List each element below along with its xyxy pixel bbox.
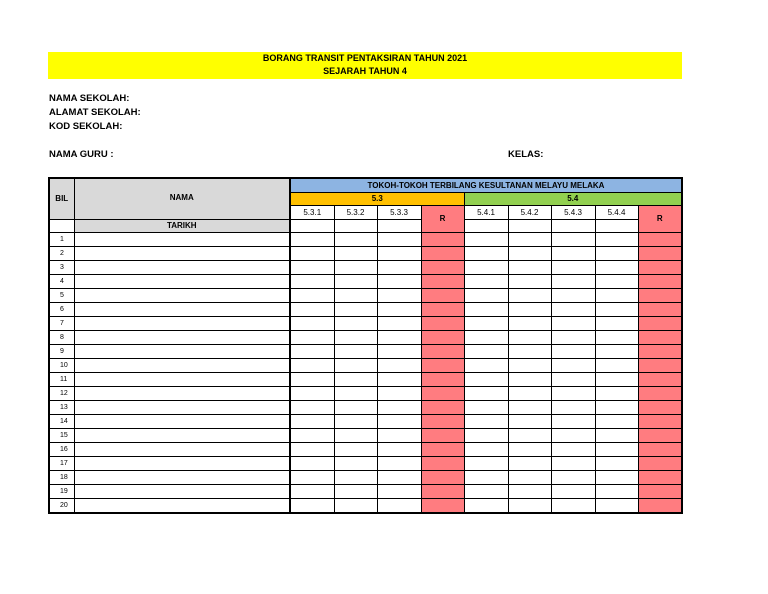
- table-row: [49, 386, 682, 400]
- row-number: 18: [49, 470, 74, 484]
- table-row: [49, 288, 682, 302]
- score-5-4-2-cell[interactable]: [508, 414, 551, 428]
- r-5-3-cell[interactable]: [421, 330, 464, 344]
- r-5-3-cell[interactable]: [421, 344, 464, 358]
- title-band: [48, 52, 682, 79]
- score-5-4-2-cell[interactable]: [508, 442, 551, 456]
- student-name-cell[interactable]: [74, 484, 290, 498]
- score-5-4-4-cell[interactable]: [595, 442, 638, 456]
- score-5-4-4-cell[interactable]: [595, 330, 638, 344]
- score-5-4-3-cell[interactable]: [551, 288, 595, 302]
- col-5-4-3: 5.4.3: [551, 205, 595, 219]
- score-5-4-3-cell[interactable]: [551, 386, 595, 400]
- score-5-4-1-cell[interactable]: [464, 400, 508, 414]
- student-name-cell[interactable]: [74, 456, 290, 470]
- score-5-3-2-cell[interactable]: [334, 358, 377, 372]
- score-5-4-4-cell[interactable]: [595, 498, 638, 513]
- col-5-4-4: 5.4.4: [595, 205, 638, 219]
- score-5-3-1-cell[interactable]: [290, 358, 334, 372]
- score-5-4-2-cell[interactable]: [508, 400, 551, 414]
- score-5-4-4-cell[interactable]: [595, 260, 638, 274]
- score-5-4-4-cell[interactable]: [595, 358, 638, 372]
- score-5-4-2-cell[interactable]: [508, 484, 551, 498]
- score-5-3-2-cell[interactable]: [334, 470, 377, 484]
- score-5-4-2-cell[interactable]: [508, 246, 551, 260]
- score-5-3-2-cell[interactable]: [334, 442, 377, 456]
- row-number: 8: [49, 330, 74, 344]
- col-r-5-4: R: [638, 205, 682, 232]
- score-5-4-1-cell[interactable]: [464, 414, 508, 428]
- score-5-4-1-cell[interactable]: [464, 372, 508, 386]
- student-name-cell[interactable]: [74, 386, 290, 400]
- student-name-cell[interactable]: [74, 260, 290, 274]
- score-5-4-4-cell[interactable]: [595, 428, 638, 442]
- student-name-cell[interactable]: [74, 344, 290, 358]
- score-5-3-1-cell[interactable]: [290, 260, 334, 274]
- form-subtitle: SEJARAH TAHUN 4: [323, 66, 407, 76]
- score-5-4-3-cell[interactable]: [551, 302, 595, 316]
- score-5-3-1-cell[interactable]: [290, 316, 334, 330]
- score-5-4-1-cell[interactable]: [464, 498, 508, 513]
- score-5-4-1-cell[interactable]: [464, 386, 508, 400]
- score-5-4-2-cell[interactable]: [508, 372, 551, 386]
- col-5-3-1: 5.3.1: [290, 205, 334, 219]
- r-5-4-cell[interactable]: [638, 456, 682, 470]
- score-5-4-3-cell[interactable]: [551, 274, 595, 288]
- assessment-table: [48, 177, 683, 514]
- table-row: [49, 274, 682, 288]
- student-name-cell[interactable]: [74, 330, 290, 344]
- score-5-3-1-cell[interactable]: [290, 232, 334, 246]
- score-5-4-4-cell[interactable]: [595, 274, 638, 288]
- row-number: 16: [49, 442, 74, 456]
- r-5-3-cell[interactable]: [421, 498, 464, 513]
- table-row: [49, 400, 682, 414]
- score-5-3-2-cell[interactable]: [334, 484, 377, 498]
- score-5-4-1-cell[interactable]: [464, 428, 508, 442]
- score-5-3-1-cell[interactable]: [290, 470, 334, 484]
- bil-header: BIL: [49, 178, 74, 219]
- score-5-4-2-cell[interactable]: [508, 428, 551, 442]
- row-number: 19: [49, 484, 74, 498]
- school-info: [49, 92, 141, 134]
- student-name-cell[interactable]: [74, 274, 290, 288]
- r-5-3-cell[interactable]: [421, 414, 464, 428]
- score-5-4-3-cell[interactable]: [551, 456, 595, 470]
- col-5-3-2: 5.3.2: [334, 205, 377, 219]
- score-5-3-2-cell[interactable]: [334, 344, 377, 358]
- score-5-4-1-cell[interactable]: [464, 246, 508, 260]
- score-5-4-4-cell[interactable]: [595, 470, 638, 484]
- score-5-4-3-cell[interactable]: [551, 316, 595, 330]
- score-5-4-4-cell[interactable]: [595, 484, 638, 498]
- r-5-3-cell[interactable]: [421, 274, 464, 288]
- topic-header: TOKOH-TOKOH TERBILANG KESULTANAN MELAYU MELAKA: [290, 178, 682, 192]
- r-5-4-cell[interactable]: [638, 414, 682, 428]
- score-5-3-1-cell[interactable]: [290, 386, 334, 400]
- score-5-4-4-cell[interactable]: [595, 344, 638, 358]
- score-5-4-4-cell[interactable]: [595, 414, 638, 428]
- score-5-3-3-cell[interactable]: [377, 400, 421, 414]
- score-5-3-1-cell[interactable]: [290, 302, 334, 316]
- table-row: [49, 470, 682, 484]
- r-5-3-cell[interactable]: [421, 232, 464, 246]
- row-number: 4: [49, 274, 74, 288]
- score-5-3-2-cell[interactable]: [334, 246, 377, 260]
- score-5-3-3-cell[interactable]: [377, 498, 421, 513]
- table-row: [49, 442, 682, 456]
- r-5-4-cell[interactable]: [638, 344, 682, 358]
- score-5-4-2-cell[interactable]: [508, 470, 551, 484]
- table-row: [49, 246, 682, 260]
- score-5-3-3-cell[interactable]: [377, 232, 421, 246]
- score-5-4-1-cell[interactable]: [464, 484, 508, 498]
- r-5-4-cell[interactable]: [638, 358, 682, 372]
- score-5-4-4-cell[interactable]: [595, 232, 638, 246]
- score-5-4-3-cell[interactable]: [551, 372, 595, 386]
- score-5-4-3-cell[interactable]: [551, 232, 595, 246]
- group-5-4-header: 5.4: [464, 192, 682, 205]
- score-5-4-3-cell[interactable]: [551, 470, 595, 484]
- score-5-3-1-cell[interactable]: [290, 414, 334, 428]
- score-5-4-1-cell[interactable]: [464, 344, 508, 358]
- score-5-3-3-cell[interactable]: [377, 246, 421, 260]
- nama-header: NAMA: [74, 178, 290, 219]
- score-5-4-4-cell[interactable]: [595, 372, 638, 386]
- nama-sekolah-label: NAMA SEKOLAH:: [49, 93, 130, 104]
- score-5-3-1-cell[interactable]: [290, 428, 334, 442]
- date-5-3-1[interactable]: [290, 219, 334, 232]
- score-5-3-3-cell[interactable]: [377, 344, 421, 358]
- table-row: [49, 232, 682, 246]
- score-5-4-2-cell[interactable]: [508, 498, 551, 513]
- row-number: 17: [49, 456, 74, 470]
- score-5-4-2-cell[interactable]: [508, 358, 551, 372]
- score-5-4-1-cell[interactable]: [464, 316, 508, 330]
- row-number: 7: [49, 316, 74, 330]
- r-5-3-cell[interactable]: [421, 372, 464, 386]
- score-5-4-4-cell[interactable]: [595, 246, 638, 260]
- student-name-cell[interactable]: [74, 428, 290, 442]
- score-5-3-2-cell[interactable]: [334, 316, 377, 330]
- score-5-3-2-cell[interactable]: [334, 330, 377, 344]
- nama-guru-label: NAMA GURU :: [49, 149, 114, 160]
- score-5-4-3-cell[interactable]: [551, 498, 595, 513]
- table-row: [49, 456, 682, 470]
- r-5-3-cell[interactable]: [421, 288, 464, 302]
- table-row: [49, 302, 682, 316]
- r-5-3-cell[interactable]: [421, 302, 464, 316]
- student-name-cell[interactable]: [74, 470, 290, 484]
- score-5-4-3-cell[interactable]: [551, 428, 595, 442]
- row-number: 13: [49, 400, 74, 414]
- r-5-4-cell[interactable]: [638, 246, 682, 260]
- row-number: 15: [49, 428, 74, 442]
- student-rows: [49, 232, 682, 513]
- row-number: 1: [49, 232, 74, 246]
- bil-blank: [49, 219, 74, 232]
- row-number: 10: [49, 358, 74, 372]
- score-5-4-1-cell[interactable]: [464, 330, 508, 344]
- score-5-3-1-cell[interactable]: [290, 484, 334, 498]
- row-number: 6: [49, 302, 74, 316]
- row-number: 9: [49, 344, 74, 358]
- table-row: [49, 484, 682, 498]
- student-name-cell[interactable]: [74, 302, 290, 316]
- score-5-3-1-cell[interactable]: [290, 246, 334, 260]
- row-number: 14: [49, 414, 74, 428]
- score-5-3-2-cell[interactable]: [334, 260, 377, 274]
- score-5-4-4-cell[interactable]: [595, 316, 638, 330]
- score-5-4-2-cell[interactable]: [508, 386, 551, 400]
- score-5-4-3-cell[interactable]: [551, 246, 595, 260]
- r-5-4-cell[interactable]: [638, 484, 682, 498]
- row-number: 20: [49, 498, 74, 513]
- form-title: BORANG TRANSIT PENTAKSIRAN TAHUN 2021: [262, 53, 468, 63]
- score-5-4-1-cell[interactable]: [464, 456, 508, 470]
- table-row: [49, 358, 682, 372]
- score-5-4-2-cell[interactable]: [508, 302, 551, 316]
- score-5-3-2-cell[interactable]: [334, 302, 377, 316]
- score-5-3-2-cell[interactable]: [334, 400, 377, 414]
- date-5-3-3[interactable]: [377, 219, 421, 232]
- score-5-3-1-cell[interactable]: [290, 330, 334, 344]
- score-5-3-3-cell[interactable]: [377, 386, 421, 400]
- table-row: [49, 330, 682, 344]
- table-row: [49, 344, 682, 358]
- score-5-3-2-cell[interactable]: [334, 372, 377, 386]
- score-5-4-4-cell[interactable]: [595, 386, 638, 400]
- score-5-4-2-cell[interactable]: [508, 288, 551, 302]
- score-5-3-2-cell[interactable]: [334, 288, 377, 302]
- score-5-3-1-cell[interactable]: [290, 498, 334, 513]
- score-5-4-3-cell[interactable]: [551, 400, 595, 414]
- row-number: 2: [49, 246, 74, 260]
- score-5-3-3-cell[interactable]: [377, 414, 421, 428]
- score-5-3-3-cell[interactable]: [377, 470, 421, 484]
- r-5-4-cell[interactable]: [638, 274, 682, 288]
- r-5-3-cell[interactable]: [421, 442, 464, 456]
- r-5-4-cell[interactable]: [638, 386, 682, 400]
- r-5-3-cell[interactable]: [421, 428, 464, 442]
- table-row: [49, 260, 682, 274]
- score-5-4-2-cell[interactable]: [508, 344, 551, 358]
- score-5-4-4-cell[interactable]: [595, 456, 638, 470]
- score-5-3-2-cell[interactable]: [334, 274, 377, 288]
- r-5-3-cell[interactable]: [421, 470, 464, 484]
- score-5-3-3-cell[interactable]: [377, 372, 421, 386]
- score-5-3-3-cell[interactable]: [377, 274, 421, 288]
- alamat-sekolah-label: ALAMAT SEKOLAH:: [49, 107, 141, 118]
- r-5-3-cell[interactable]: [421, 358, 464, 372]
- r-5-3-cell[interactable]: [421, 484, 464, 498]
- score-5-4-3-cell[interactable]: [551, 442, 595, 456]
- score-5-4-1-cell[interactable]: [464, 470, 508, 484]
- student-name-cell[interactable]: [74, 400, 290, 414]
- group-5-3-header: 5.3: [290, 192, 464, 205]
- score-5-4-3-cell[interactable]: [551, 260, 595, 274]
- score-5-3-3-cell[interactable]: [377, 260, 421, 274]
- date-5-4-2[interactable]: [508, 219, 551, 232]
- score-5-3-3-cell[interactable]: [377, 456, 421, 470]
- score-5-3-3-cell[interactable]: [377, 302, 421, 316]
- r-5-4-cell[interactable]: [638, 470, 682, 484]
- r-5-4-cell[interactable]: [638, 302, 682, 316]
- student-name-cell[interactable]: [74, 442, 290, 456]
- r-5-3-cell[interactable]: [421, 400, 464, 414]
- r-5-4-cell[interactable]: [638, 316, 682, 330]
- date-5-3-2[interactable]: [334, 219, 377, 232]
- score-5-3-2-cell[interactable]: [334, 414, 377, 428]
- r-5-4-cell[interactable]: [638, 260, 682, 274]
- row-number: 11: [49, 372, 74, 386]
- student-name-cell[interactable]: [74, 358, 290, 372]
- col-5-4-1: 5.4.1: [464, 205, 508, 219]
- score-5-4-2-cell[interactable]: [508, 316, 551, 330]
- score-5-3-1-cell[interactable]: [290, 442, 334, 456]
- student-name-cell[interactable]: [74, 414, 290, 428]
- r-5-4-cell[interactable]: [638, 498, 682, 513]
- score-5-4-2-cell[interactable]: [508, 232, 551, 246]
- score-5-4-3-cell[interactable]: [551, 358, 595, 372]
- score-5-3-3-cell[interactable]: [377, 288, 421, 302]
- score-5-4-1-cell[interactable]: [464, 260, 508, 274]
- score-5-4-1-cell[interactable]: [464, 358, 508, 372]
- score-5-3-2-cell[interactable]: [334, 428, 377, 442]
- score-5-4-2-cell[interactable]: [508, 260, 551, 274]
- score-5-4-2-cell[interactable]: [508, 274, 551, 288]
- kelas-label: KELAS:: [508, 149, 544, 160]
- kod-sekolah-label: KOD SEKOLAH:: [49, 121, 123, 132]
- score-5-3-1-cell[interactable]: [290, 344, 334, 358]
- score-5-3-1-cell[interactable]: [290, 456, 334, 470]
- score-5-4-3-cell[interactable]: [551, 414, 595, 428]
- col-r-5-3: R: [421, 205, 464, 232]
- student-name-cell[interactable]: [74, 498, 290, 513]
- score-5-4-1-cell[interactable]: [464, 288, 508, 302]
- score-5-3-2-cell[interactable]: [334, 498, 377, 513]
- score-5-4-1-cell[interactable]: [464, 274, 508, 288]
- score-5-3-1-cell[interactable]: [290, 400, 334, 414]
- date-5-4-1[interactable]: [464, 219, 508, 232]
- date-5-4-4[interactable]: [595, 219, 638, 232]
- row-number: 3: [49, 260, 74, 274]
- r-5-4-cell[interactable]: [638, 428, 682, 442]
- tarikh-header: TARIKH: [74, 219, 290, 232]
- col-5-3-3: 5.3.3: [377, 205, 421, 219]
- score-5-4-4-cell[interactable]: [595, 288, 638, 302]
- score-5-3-2-cell[interactable]: [334, 232, 377, 246]
- r-5-3-cell[interactable]: [421, 246, 464, 260]
- student-name-cell[interactable]: [74, 316, 290, 330]
- table-row: [49, 316, 682, 330]
- score-5-3-1-cell[interactable]: [290, 372, 334, 386]
- score-5-3-1-cell[interactable]: [290, 274, 334, 288]
- table-row: [49, 372, 682, 386]
- table-row: [49, 498, 682, 513]
- score-5-4-2-cell[interactable]: [508, 330, 551, 344]
- table-row: [49, 428, 682, 442]
- score-5-4-4-cell[interactable]: [595, 302, 638, 316]
- score-5-4-1-cell[interactable]: [464, 442, 508, 456]
- score-5-3-3-cell[interactable]: [377, 358, 421, 372]
- student-name-cell[interactable]: [74, 288, 290, 302]
- r-5-4-cell[interactable]: [638, 330, 682, 344]
- student-name-cell[interactable]: [74, 246, 290, 260]
- r-5-4-cell[interactable]: [638, 442, 682, 456]
- score-5-3-2-cell[interactable]: [334, 456, 377, 470]
- student-name-cell[interactable]: [74, 232, 290, 246]
- student-name-cell[interactable]: [74, 372, 290, 386]
- score-5-4-1-cell[interactable]: [464, 302, 508, 316]
- r-5-3-cell[interactable]: [421, 260, 464, 274]
- date-5-4-3[interactable]: [551, 219, 595, 232]
- score-5-3-3-cell[interactable]: [377, 330, 421, 344]
- score-5-4-3-cell[interactable]: [551, 330, 595, 344]
- row-number: 5: [49, 288, 74, 302]
- r-5-3-cell[interactable]: [421, 456, 464, 470]
- score-5-4-4-cell[interactable]: [595, 400, 638, 414]
- score-5-3-1-cell[interactable]: [290, 288, 334, 302]
- score-5-4-3-cell[interactable]: [551, 344, 595, 358]
- score-5-4-3-cell[interactable]: [551, 484, 595, 498]
- score-5-3-3-cell[interactable]: [377, 316, 421, 330]
- col-5-4-2: 5.4.2: [508, 205, 551, 219]
- r-5-3-cell[interactable]: [421, 316, 464, 330]
- r-5-3-cell[interactable]: [421, 386, 464, 400]
- score-5-3-3-cell[interactable]: [377, 442, 421, 456]
- score-5-3-3-cell[interactable]: [377, 428, 421, 442]
- table-row: [49, 414, 682, 428]
- r-5-4-cell[interactable]: [638, 400, 682, 414]
- row-number: 12: [49, 386, 74, 400]
- score-5-3-3-cell[interactable]: [377, 484, 421, 498]
- r-5-4-cell[interactable]: [638, 372, 682, 386]
- r-5-4-cell[interactable]: [638, 288, 682, 302]
- r-5-4-cell[interactable]: [638, 232, 682, 246]
- score-5-3-2-cell[interactable]: [334, 386, 377, 400]
- score-5-4-2-cell[interactable]: [508, 456, 551, 470]
- score-5-4-1-cell[interactable]: [464, 232, 508, 246]
